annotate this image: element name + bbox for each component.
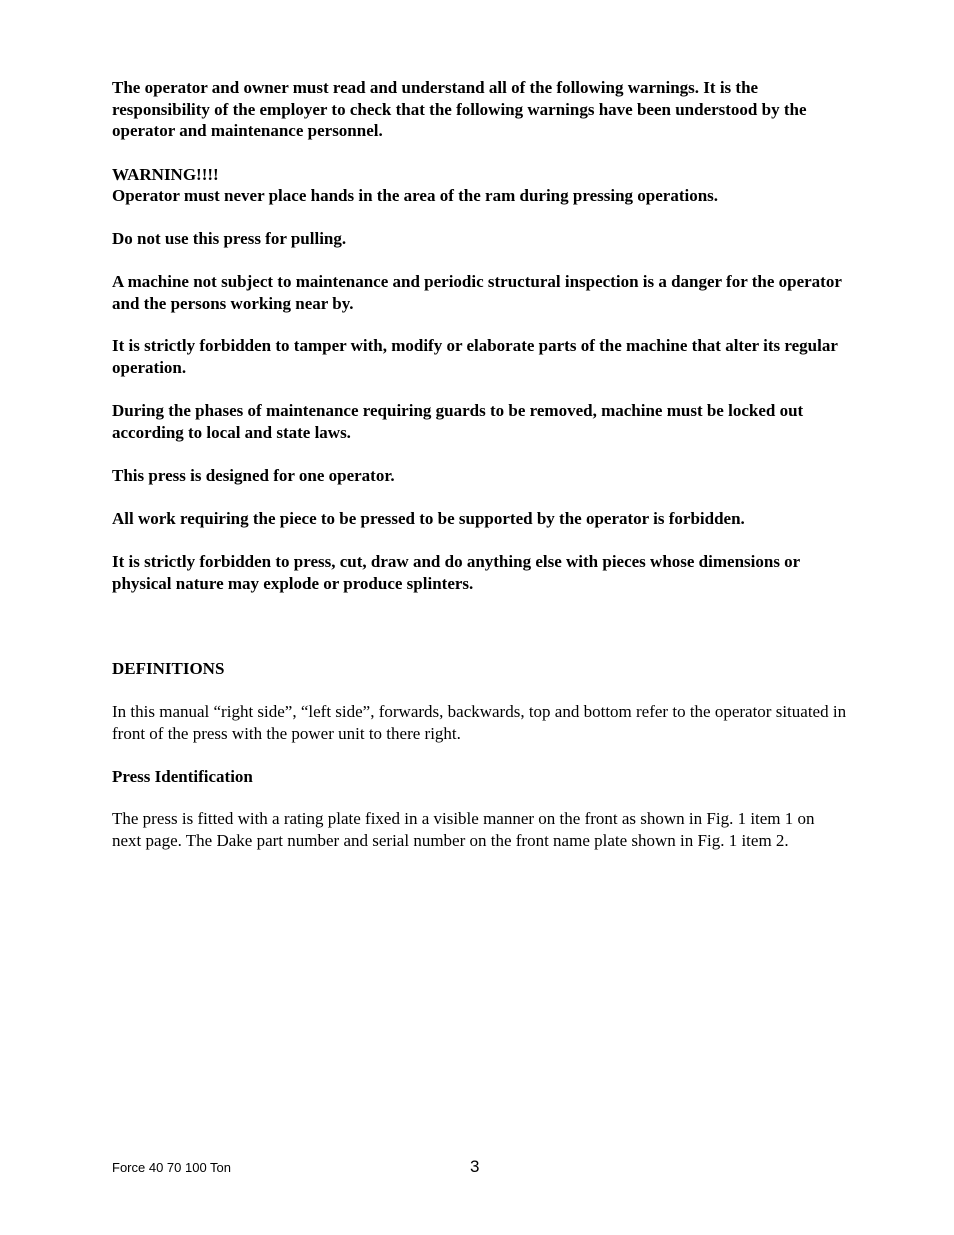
intro-paragraph: The operator and owner must read and understand all of the following warnings. It is the responsibility of the employer to check that the following warnings have been understood by the operator and maintenance personnel. [112, 78, 807, 141]
footer-page-number: 3 [470, 1157, 480, 1176]
warning-item: All work requiring the piece to be pressed to be supported by the operator is forbidden. [112, 509, 745, 528]
warning-item: It is strictly forbidden to tamper with, modify or elaborate parts of the machine that alter its regular operation. [112, 336, 838, 377]
press-identification-heading: Press Identification [112, 767, 253, 786]
warning-item: Do not use this press for pulling. [112, 229, 347, 248]
definitions-heading: DEFINITIONS [112, 659, 225, 678]
warning-item: It is strictly forbidden to press, cut, draw and do anything else with pieces whose dimensions or physical nature may explode or produce splinters. [112, 552, 800, 593]
footer-document-title: Force 40 70 100 Ton [112, 1160, 232, 1175]
warning-item: This press is designed for one operator. [112, 466, 395, 485]
warning-item: A machine not subject to maintenance and periodic structural inspection is a danger for the operator and the persons working near by. [112, 272, 842, 313]
warning-heading: WARNING!!!! [112, 165, 219, 184]
press-identification-paragraph: The press is fitted with a rating plate fixed in a visible manner on the front as shown in Fig. 1 item 1 on next page. The Dake part number and serial number on the front name plate shown in Fig. 1 item 2. [112, 809, 815, 850]
definitions-paragraph: In this manual “right side”, “left side”, forwards, backwards, top and bottom refer to the operator situated in front of the press with the power unit to there right. [112, 702, 847, 743]
warning-item: During the phases of maintenance requiring guards to be removed, machine must be locked out according to local and state laws. [112, 401, 804, 442]
warning-item: Operator must never place hands in the area of the ram during pressing operations. [112, 186, 719, 205]
